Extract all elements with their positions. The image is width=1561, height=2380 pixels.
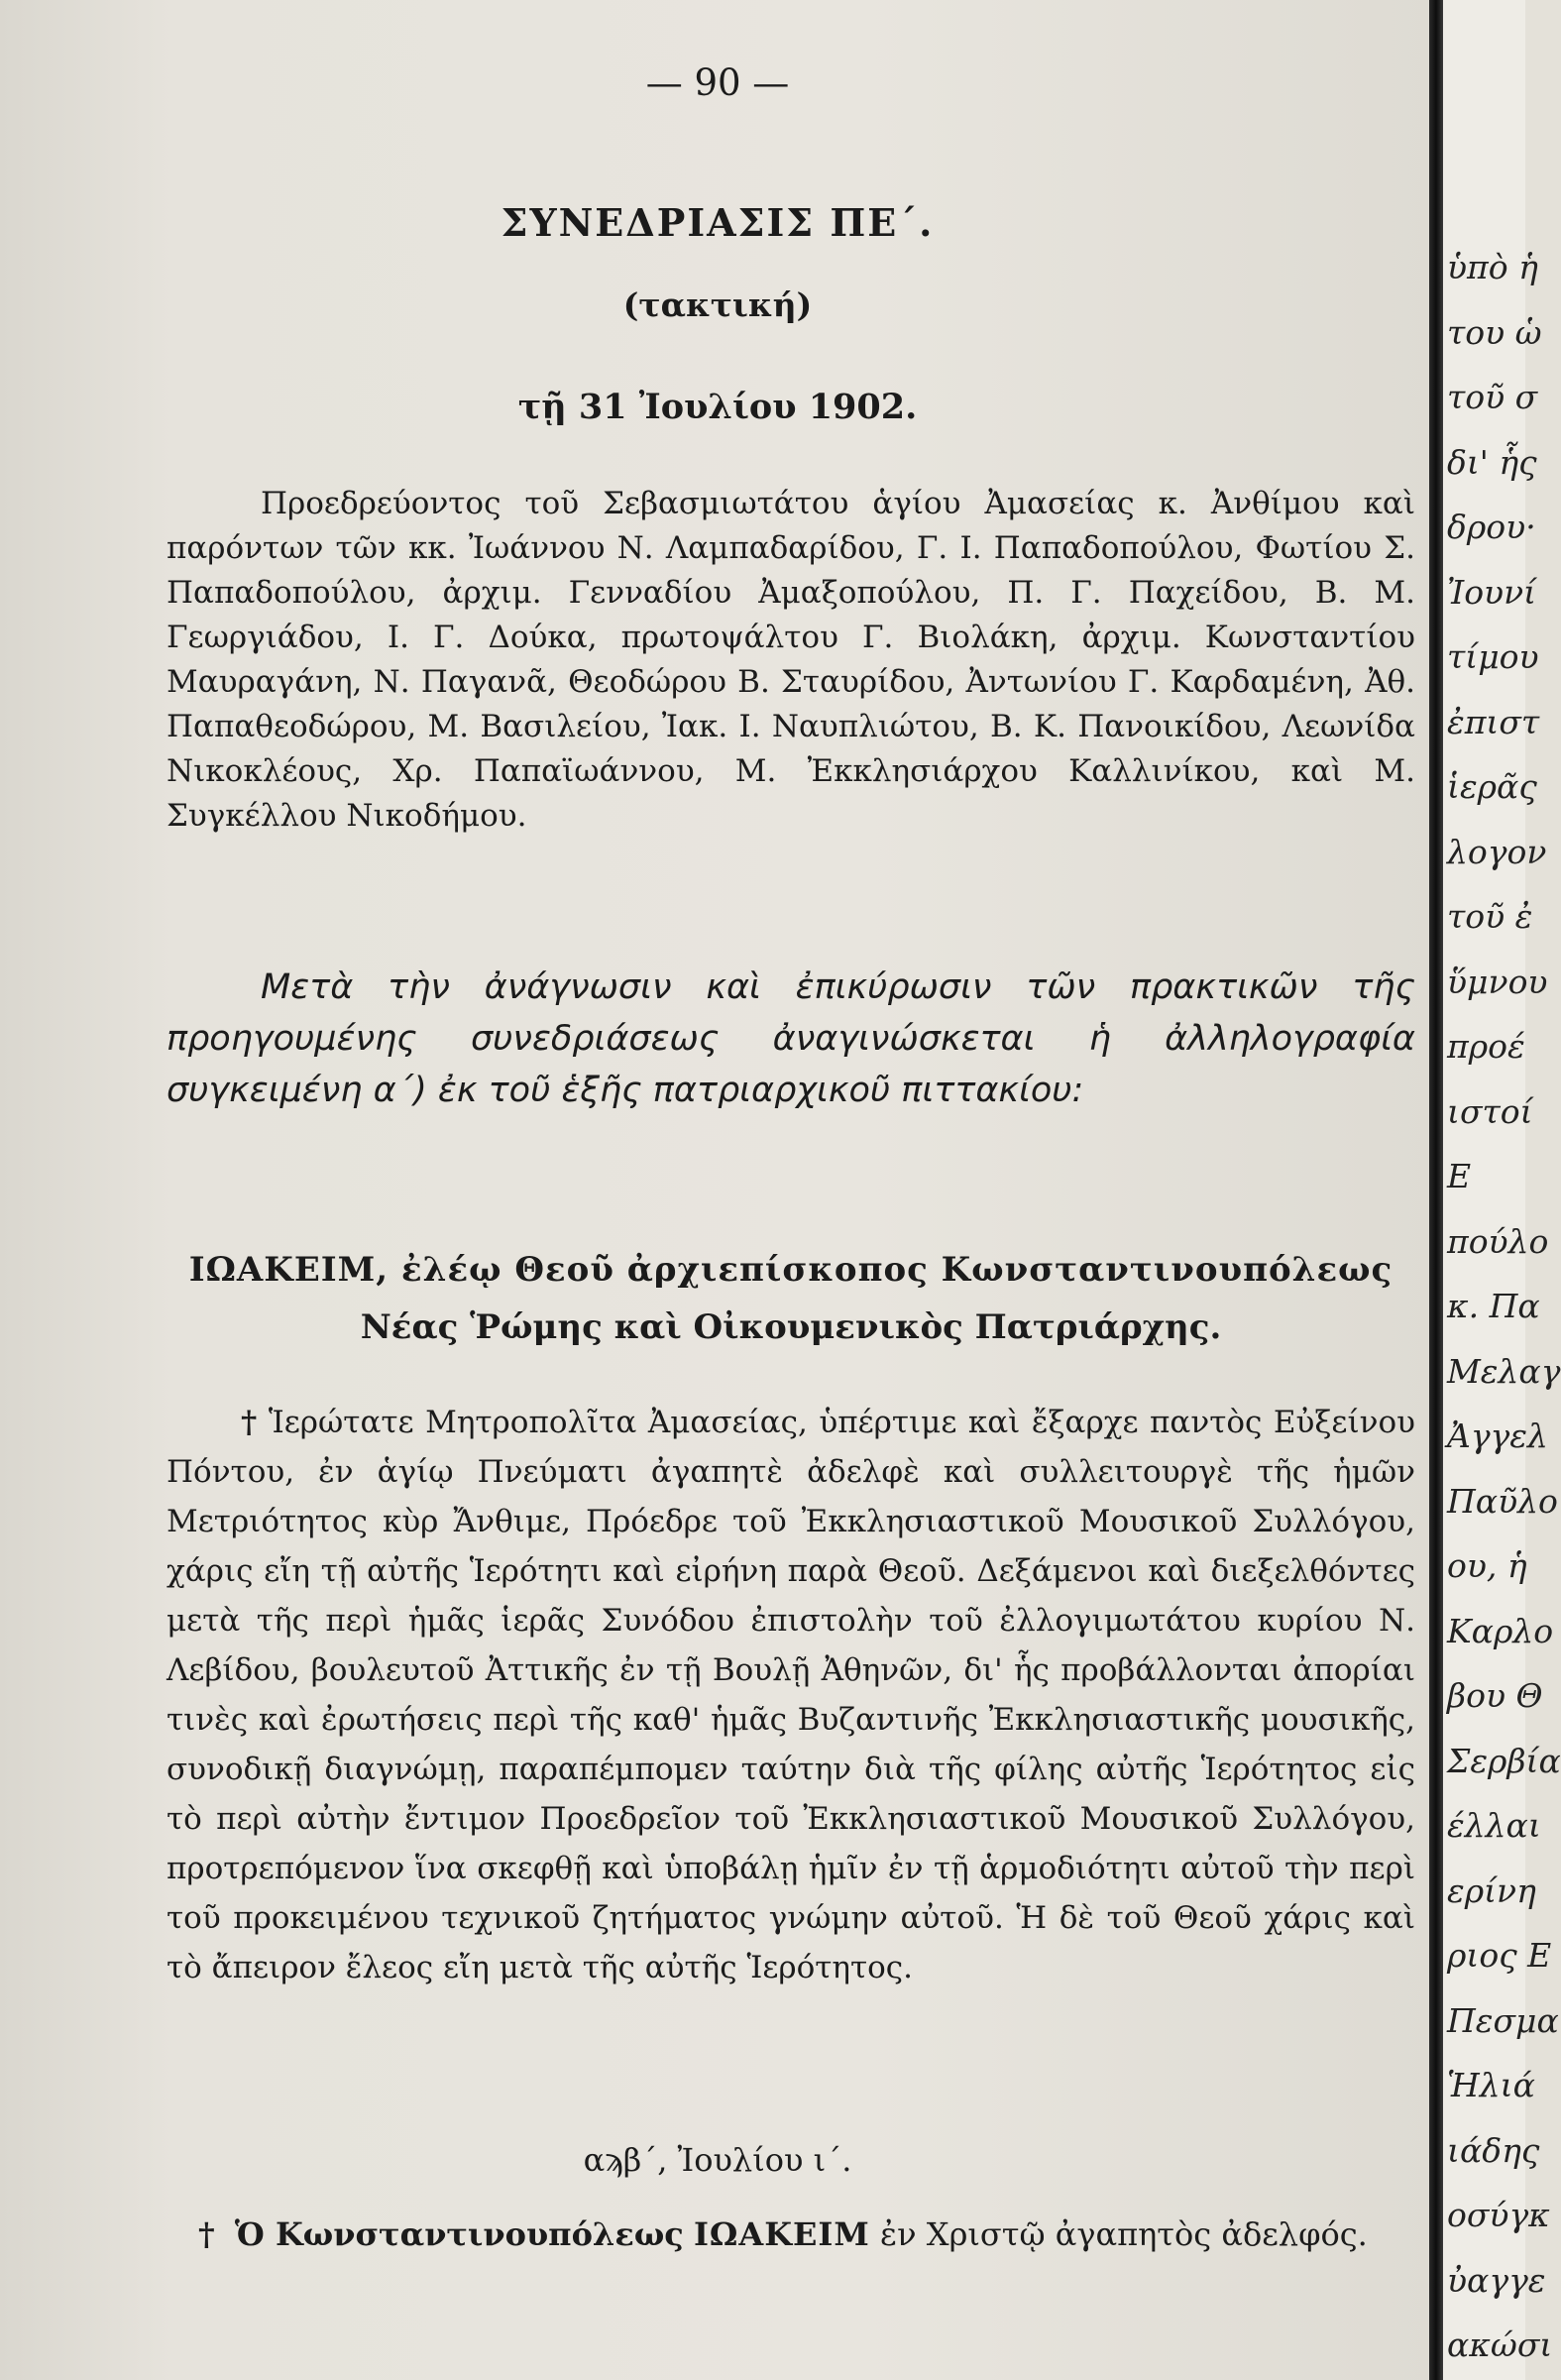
attendance-paragraph: Προεδρεύοντος τοῦ Σεβασμιωτάτου ἁγίου Ἀμασείας κ. Ἀνθίμου καὶ παρόντων τῶν κκ. Ἰωάννου Ν. Λαμπαδαρίδου, Γ. Ι. Παπαδοπούλου, Φωτίου Σ. Παπαδοπούλου, ἀρχιμ. Γενναδίου Ἀμαξοπούλου, Π. Γ. Παχείδου, Β. Μ. Γεωργιάδου, Ι. Γ. Δούκα, πρωτοψάλτου Γ. Βιολάκη, ἀρχιμ. Κωνσταντίου Μαυραγάνη, Ν. Παγανᾶ, Θεοδώρου Β. Σταυρίδου, Ἀντωνίου Γ. Καρδαμένη, Ἀθ. Παπαθεοδώρου, Μ. Βασιλείου, Ἰακ. Ι. Ναυπλιώτου, Β. Κ. Πανοικίδου, Λεωνίδα Νικοκλέους, Χρ. Παπαϊωάννου, Μ. Ἐκκλησιάρχου Καλλινίκου, καὶ Μ. Συγκέλλου Νικοδήμου. xyxy=(167,486,1415,834)
facing-page-fragment: ὑπὸ ἡ xyxy=(1447,248,1538,286)
book-gutter xyxy=(1429,0,1443,2380)
page-number: — 90 — xyxy=(645,61,790,104)
facing-page-fragment: ὐαγγε xyxy=(1447,2260,1546,2300)
facing-page-fragment: ακώσι xyxy=(1447,2325,1553,2364)
signature-sender: Ὁ Κωνσταντινουπόλεως xyxy=(234,2215,684,2253)
facing-page-fragment: ου, ἡ xyxy=(1447,1546,1527,1585)
facing-page-fragment: κ. Πα xyxy=(1447,1287,1540,1325)
facing-page-fragment: πούλο xyxy=(1447,1221,1549,1261)
facing-page-fragment: βου Θ xyxy=(1447,1676,1543,1715)
facing-page-fragment: του ὡ xyxy=(1447,312,1542,352)
session-title: ΣΥΝΕΔΡΙΑΣΙΣ ΠΕ΄. xyxy=(501,200,935,245)
signature-closing: ἐν Χριστῷ ἀγαπητὸς ἀδελφός. xyxy=(879,2215,1368,2253)
session-subtitle: (τακτική) xyxy=(622,285,813,324)
facing-page-fragment: ριος Ε xyxy=(1447,1936,1552,1975)
facing-page-fragment: τοῦ ἐ xyxy=(1447,897,1533,936)
facing-page-fragment: ἱερᾶς xyxy=(1447,767,1537,806)
signature-cross-symbol: † xyxy=(198,2215,215,2253)
signature-name: ΙΩΑΚΕΙΜ xyxy=(693,2215,870,2253)
facing-page-fragment: Μελαγ xyxy=(1447,1351,1561,1391)
facing-page-fragment: Ἀγγελ xyxy=(1447,1417,1548,1455)
facing-page-fragment: Πεσμα xyxy=(1447,2000,1559,2040)
facing-page-fragment: δρου· xyxy=(1447,508,1536,546)
letter-dateline: αϡβ΄, Ἰουλίου ι΄. xyxy=(583,2141,852,2179)
facing-page-fragment: ιάδης xyxy=(1447,2130,1540,2170)
facing-page-fragment: ιστοί xyxy=(1447,1091,1533,1131)
session-date: τῇ 31 Ἰουλίου 1902. xyxy=(517,387,918,427)
facing-page-fragment: λογον xyxy=(1447,832,1547,871)
facing-page-fragment: τοῦ σ xyxy=(1447,378,1538,416)
cross-symbol: † xyxy=(241,1405,259,1440)
facing-page-fragment: δι' ἧς xyxy=(1447,442,1537,482)
letter-signature xyxy=(198,2215,1417,2253)
letter-heading-line-1: ΙΩΑΚΕΙΜ, ἐλέῳ Θεοῦ ἀρχιεπίσκοπος Κωνσταντινουπόλεως xyxy=(188,1250,1394,1290)
facing-page-fragment: Ἡλιά xyxy=(1447,2066,1535,2104)
facing-page-fragment: ερίνη xyxy=(1447,1870,1536,1910)
facing-page-fragment: Σερβία xyxy=(1447,1741,1561,1780)
letter-heading xyxy=(167,1241,1415,1356)
facing-page-fragment: Ἰουνί xyxy=(1447,572,1537,612)
facing-page-fragment: οσύγκ xyxy=(1447,2196,1550,2234)
facing-page-fragment: προέ xyxy=(1447,1027,1525,1066)
facing-page-fragment: Ε xyxy=(1447,1157,1472,1195)
facing-page-edge xyxy=(1443,0,1561,2380)
letter-heading-line-2: Νέας Ῥώμης καὶ Οἰκουμενικὸς Πατριάρχης. xyxy=(360,1307,1222,1347)
facing-page-fragment: ὕμνου xyxy=(1447,962,1548,1001)
letter-body xyxy=(167,1398,1415,1992)
facing-page-fragment: Παῦλο xyxy=(1447,1481,1558,1521)
letter-text: Ἱερώτατε Μητροπολῖτα Ἀμασείας, ὑπέρτιμε καὶ ἔξαρχε παντὸς Εὐξείνου Πόντου, ἐν ἁγίῳ Πνεύματι ἀγαπητὲ ἀδελφὲ καὶ συλλειτουργὲ τῆς ἡμῶν Μετριότητος κὺρ Ἄνθιμε, Πρόεδρε τοῦ Ἐκκλησιαστικοῦ Μουσικοῦ Συλλόγου, χάρις εἴη τῇ αὐτῆς Ἱερότητι καὶ εἰρήνη παρὰ Θεοῦ. Δεξάμενοι καὶ διεξελθόντες μετὰ τῆς περὶ ἡμᾶς ἱερᾶς Συνόδου ἐπιστολὴν τοῦ ἐλλογιμωτάτου κυρίου Ν. Λεβίδου, βουλευτοῦ Ἀττικῆς ἐν τῇ Βουλῇ Ἀθηνῶν, δι' ἧς προβάλλονται ἀπορίαι τινὲς καὶ ἐρωτήσεις περὶ τῆς καθ' ἡμᾶς Βυζαντινῆς Ἐκκλησιαστικῆς μουσικῆς, συνοδικῇ διαγνώμῃ, παραπέμπομεν ταύτην διὰ τῆς φίλης αὐτῆς Ἱερότητος εἰς τὸ περὶ αὐτὴν ἔντιμον Προεδρεῖον τοῦ Ἐκκλησιαστικοῦ Μουσικοῦ Συλλόγου, προτρεπόμενον ἵνα σκεφθῇ καὶ ὑποβάλῃ ἡμῖν ἐν τῇ ἁρμοδιότητι αὐτοῦ τὴν περὶ τοῦ προκειμένου τεχνικοῦ ζητήματος γνώμην αὐτοῦ. Ἡ δὲ τοῦ Θεοῦ χάρις καὶ τὸ ἄπειρον ἔλεος εἴη μετὰ τῆς αὐτῆς Ἱερότητος. xyxy=(167,1405,1415,1985)
facing-page-fragment: ἐπιστ xyxy=(1447,702,1540,741)
facing-page-fragment: τίμου xyxy=(1447,637,1539,676)
facing-page-fragment: Καρλο xyxy=(1447,1611,1554,1650)
facing-page-fragment: έλλαι xyxy=(1447,1806,1541,1845)
intro-paragraph: Μετὰ τὴν ἀνάγνωσιν καὶ ἐπικύρωσιν τῶν πρακτικῶν τῆς προηγουμένης συνεδριάσεως ἀναγινώσκεται ἡ ἀλληλογραφία συγκειμένη α΄) ἐκ τοῦ ἑξῆς πατριαρχικοῦ πιττακίου: xyxy=(167,967,1415,1110)
